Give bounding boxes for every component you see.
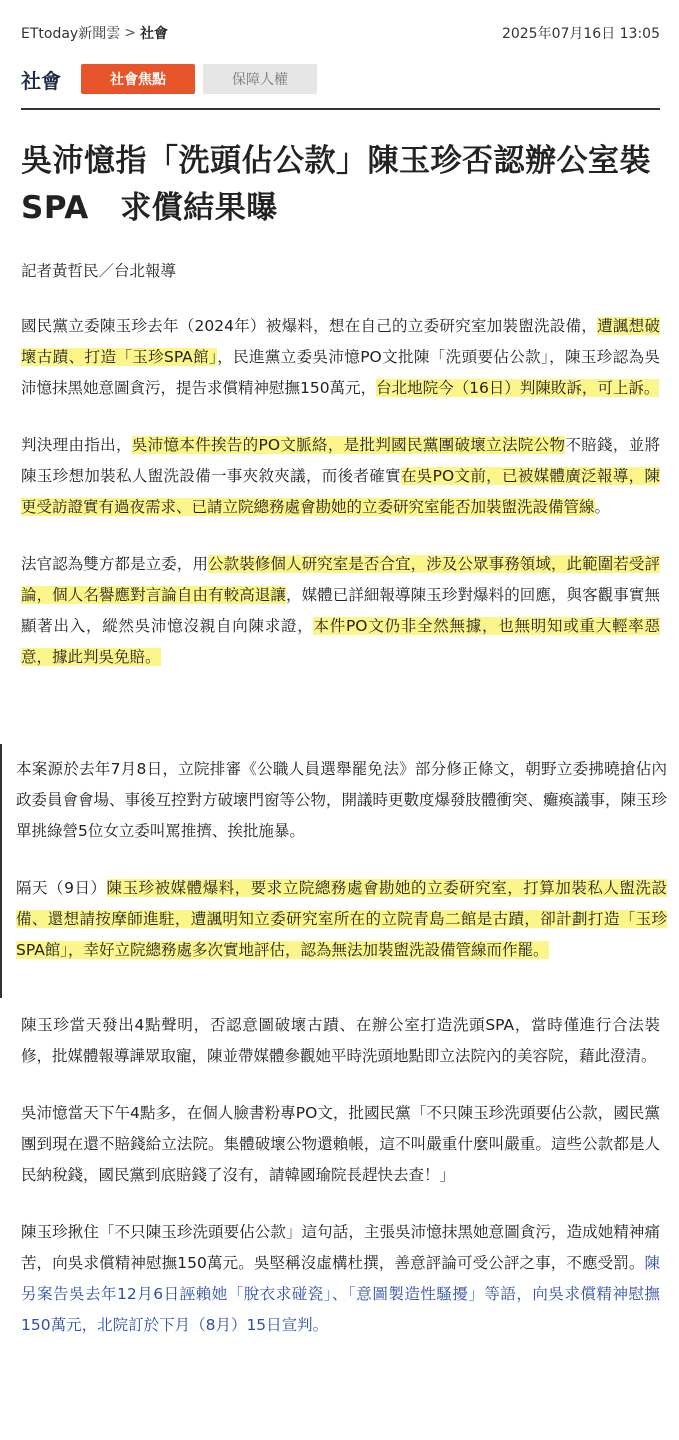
- paragraph-6: 陳玉珍當天發出4點聲明，否認意圖破壞古蹟、在辦公室打造洗頭SPA，當時僅進行合法裝修，批媒體報導譁眾取寵，陳並帶媒體參觀她平時洗頭地點即立法院內的美容院，藉此澄清。: [21, 1016, 660, 1065]
- p3-highlight-1: 公款裝修個人研究室是否合宜，涉及公眾事務領域，此範圍若受評論，個人名譽應對言論自由有較高退讓: [21, 555, 660, 604]
- paragraph-4: 本案源於去年7月8日，立院排審《公職人員選舉罷免法》部分修正條文，朝野立委拂曉搶佔內政委員會會場、事後互控對方破壞門窗等公物，開議時更數度爆發肢體衝突、癱瘓議事，陳玉珍單挑綠營5位女立委叫罵推擠、挨批施暴。: [16, 760, 668, 840]
- p8-text: 陳玉珍揪住「不只陳玉珍洗頭要佔公款」這句話，主張吳沛憶抹黑她意圖貪污，造成她精神痛苦，向吳求償精神慰撫150萬元。吳堅稱沒虛構杜撰，善意評論可受公評之事，不應受罰。: [21, 1223, 660, 1272]
- top-bar: [21, 22, 660, 44]
- p2-highlight-2: 在吳PO文前，已被媒體廣泛報導，陳更受訪證實有過夜需求、已請立院總務處會勘她的立委研究室能否加裝盥洗設備管線: [21, 467, 660, 516]
- title-line-2: SPA 求償結果曝: [21, 190, 278, 226]
- category-row: [21, 64, 325, 94]
- paragraph-1: [21, 311, 660, 404]
- p1-highlight-2: 台北地院今（16日）判陳敗訴，可上訴。: [376, 379, 660, 397]
- p3-text: 法官認為雙方都是立委，用: [21, 555, 209, 573]
- byline: 記者黃哲民／台北報導: [21, 262, 177, 280]
- p1-highlight-1: 遭諷想破壞古蹟、打造「玉珍SPA館」: [21, 317, 660, 366]
- p2-text: 判決理由指出，: [21, 436, 132, 454]
- p1-text-2: ，民進黨立委吳沛憶PO文批陳「洗頭要佔公款」，陳玉珍認為吳沛憶抹黑她意圖貪污，提告求償精神慰撫150萬元，: [21, 348, 660, 397]
- p5-text: 隔天（9日）: [16, 879, 107, 897]
- tag-social-focus[interactable]: 社會焦點: [81, 64, 195, 94]
- header-divider: [21, 108, 660, 110]
- breadcrumb-section[interactable]: 社會: [139, 26, 168, 42]
- p2-text-4: 。: [594, 498, 611, 516]
- p2-highlight-1: 吳沛憶本件挨告的PO文脈絡，是批判國民黨團破壞立法院公物: [131, 436, 566, 454]
- article-body: [21, 256, 660, 699]
- paragraph-3: [21, 549, 660, 673]
- tag-human-rights[interactable]: 保障人權: [203, 64, 317, 94]
- p1-text: 國民黨立委陳玉珍去年（2024年）被爆料，想在自己的立委研究室加裝盥洗設備，: [21, 317, 598, 335]
- quoted-block: [0, 744, 679, 998]
- p2-text-3: ，並將陳玉珍想加裝私人盥洗設備一事夾敘夾議，而後者確實: [21, 436, 660, 485]
- p3-highlight-2: 本件PO文仍非全然無據，也無明知或重大輕率惡意，據此判吳免賠。: [21, 617, 660, 666]
- publish-datetime: 2025年07月16日 13:05: [501, 26, 660, 42]
- p2-text-2: 不賠錢: [565, 436, 613, 454]
- paragraph-8: [21, 1217, 660, 1341]
- title-line-1: 吳沛憶指「洗頭佔公款」陳玉珍否認辦公室裝: [21, 143, 651, 179]
- category-title[interactable]: 社會: [21, 68, 61, 93]
- breadcrumb: [21, 23, 168, 43]
- paragraph-5: [16, 873, 667, 966]
- p8-related-link[interactable]: 陳另案告吳去年12月6日誣賴她「脫衣求碰瓷」、「意圖製造性騷擾」等語，向吳求償精神慰撫150萬元，北院訂於下月（8月）15日宣判。: [21, 1254, 660, 1334]
- article-body-continued: [21, 1010, 660, 1367]
- paragraph-2: [21, 430, 660, 523]
- paragraph-7: 吳沛憶當天下午4點多，在個人臉書粉專PO文，批國民黨「不只陳玉珍洗頭要佔公款，國民黨團到現在還不賠錢給立法院。集體破壞公物還賴帳，這不叫嚴重什麼叫嚴重。這些公款都是人民納稅錢，國民黨到底賠錢了沒有，請韓國瑜院長趕快去查！」: [21, 1104, 660, 1184]
- p3-text-2: ，媒體已詳細報導陳玉珍對爆料的回應，與客觀事實無顯著出入，縱然吳沛憶沒親自向陳求證，: [21, 586, 660, 635]
- breadcrumb-home[interactable]: ETtoday新聞雲: [21, 26, 121, 42]
- breadcrumb-separator: >: [124, 25, 136, 41]
- article-title: [21, 138, 660, 232]
- p5-highlight: 陳玉珍被媒體爆料，要求立院總務處會勘她的立委研究室，打算加裝私人盥洗設備、還想請按摩師進駐，遭諷明知立委研究室所在的立院青島二館是古蹟，卻計劃打造「玉珍SPA館」，幸好立院總務處多次實地評估，認為無法加裝盥洗設備管線而作罷。: [16, 879, 667, 959]
